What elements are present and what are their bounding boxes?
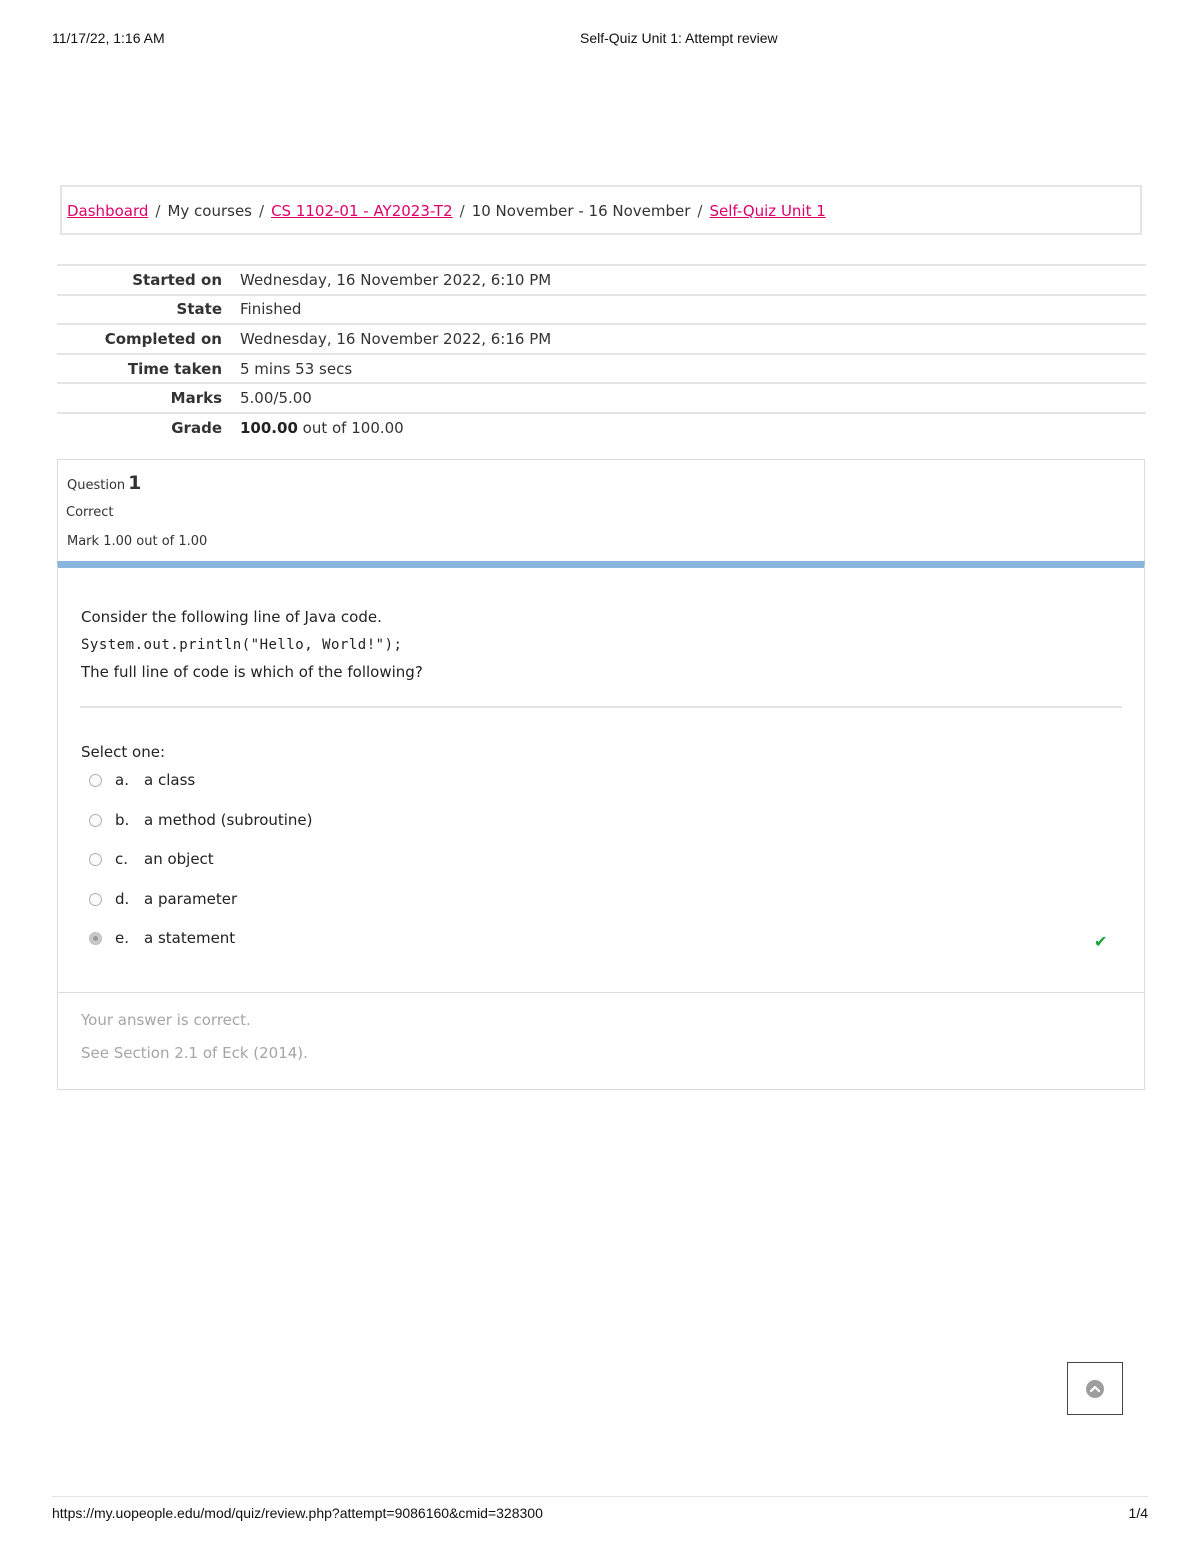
- chevron-up-icon: [1086, 1380, 1104, 1398]
- option-letter: d.: [115, 889, 130, 908]
- summary-label: State: [57, 295, 240, 325]
- print-header: [52, 30, 1148, 48]
- answer-option-a[interactable]: [89, 771, 1119, 811]
- option-text: a statement: [144, 929, 236, 948]
- summary-label: Time taken: [57, 354, 240, 384]
- option-letter: b.: [115, 810, 130, 829]
- summary-value: 5.00/5.00: [240, 383, 1146, 413]
- breadcrumb-separator: /: [697, 202, 703, 220]
- question-number-value: 1: [128, 472, 142, 494]
- breadcrumb-quiz-link[interactable]: Self-Quiz Unit 1: [709, 202, 826, 220]
- summary-label: Started on: [57, 265, 240, 295]
- print-page-number: 1/4: [1128, 1505, 1148, 1521]
- option-letter: c.: [115, 850, 129, 869]
- radio-button[interactable]: [89, 774, 102, 787]
- print-datetime: 11/17/22, 1:16 AM: [52, 30, 165, 46]
- summary-value: Finished: [240, 295, 1146, 325]
- question-code: System.out.println("Hello, World!");: [81, 637, 403, 653]
- summary-row-completed-on: [57, 324, 1146, 354]
- summary-value: Wednesday, 16 November 2022, 6:16 PM: [240, 324, 1146, 354]
- option-letter: e.: [115, 929, 129, 948]
- summary-label: Marks: [57, 383, 240, 413]
- radio-button[interactable]: [89, 853, 102, 866]
- correct-check-icon: ✔: [1094, 932, 1108, 951]
- answer-option-b[interactable]: [89, 811, 1119, 851]
- breadcrumb-separator: /: [259, 202, 265, 220]
- question-text-line2: The full line of code is which of the following?: [81, 663, 423, 681]
- option-text: a class: [144, 771, 196, 789]
- answer-option-c[interactable]: [89, 850, 1119, 890]
- grade-total: out of 100.00: [302, 418, 404, 437]
- option-text: an object: [144, 850, 214, 869]
- question-label: Question: [67, 478, 126, 493]
- question-state: Correct: [66, 505, 114, 520]
- question-text: [81, 604, 423, 686]
- summary-row-started-on: [57, 265, 1146, 295]
- question-divider: [80, 706, 1122, 708]
- attempt-summary-table: [57, 264, 1146, 442]
- answer-option-e[interactable]: [89, 929, 1119, 969]
- feedback-reference: See Section 2.1 of Eck (2014).: [81, 1044, 308, 1062]
- option-text: a method (subroutine): [144, 810, 313, 829]
- breadcrumb-separator: /: [459, 202, 465, 220]
- question-content: [57, 561, 1145, 993]
- answer-options: [89, 771, 1119, 969]
- breadcrumb-course-link[interactable]: CS 1102-01 - AY2023-T2: [271, 202, 453, 220]
- print-footer: [52, 1505, 1148, 1523]
- breadcrumb: [60, 185, 1142, 235]
- option-letter: a.: [115, 771, 129, 789]
- grade-score: 100.00: [240, 418, 298, 437]
- scroll-to-top-button[interactable]: [1067, 1362, 1123, 1415]
- question-info: [57, 459, 1145, 567]
- breadcrumb-my-courses: My courses: [167, 202, 252, 220]
- question-number: [67, 472, 141, 494]
- footer-divider: [52, 1496, 1148, 1497]
- summary-row-marks: [57, 383, 1146, 413]
- summary-row-grade: [57, 413, 1146, 442]
- question-mark: Mark 1.00 out of 1.00: [67, 534, 208, 549]
- question-text-line1: Consider the following line of Java code.: [81, 608, 382, 626]
- summary-value: [240, 413, 1146, 442]
- radio-button[interactable]: [89, 893, 102, 906]
- print-url: https://my.uopeople.edu/mod/quiz/review.php?attempt=9086160&cmid=328300: [52, 1505, 543, 1521]
- option-text: a parameter: [144, 889, 238, 908]
- breadcrumb-week: 10 November - 16 November: [471, 202, 691, 220]
- summary-row-time-taken: [57, 354, 1146, 384]
- feedback-result: Your answer is correct.: [81, 1011, 251, 1029]
- breadcrumb-separator: /: [155, 202, 161, 220]
- print-page-title: Self-Quiz Unit 1: Attempt review: [580, 30, 778, 46]
- answer-option-d[interactable]: [89, 890, 1119, 930]
- summary-row-state: [57, 295, 1146, 325]
- select-one-prompt: Select one:: [81, 743, 166, 761]
- radio-button[interactable]: [89, 814, 102, 827]
- breadcrumb-dashboard-link[interactable]: Dashboard: [67, 202, 149, 220]
- summary-value: Wednesday, 16 November 2022, 6:10 PM: [240, 265, 1146, 295]
- feedback-panel: [57, 993, 1145, 1090]
- summary-label: Completed on: [57, 324, 240, 354]
- summary-label: Grade: [57, 413, 240, 442]
- summary-value: 5 mins 53 secs: [240, 354, 1146, 384]
- radio-button-selected[interactable]: [89, 932, 102, 945]
